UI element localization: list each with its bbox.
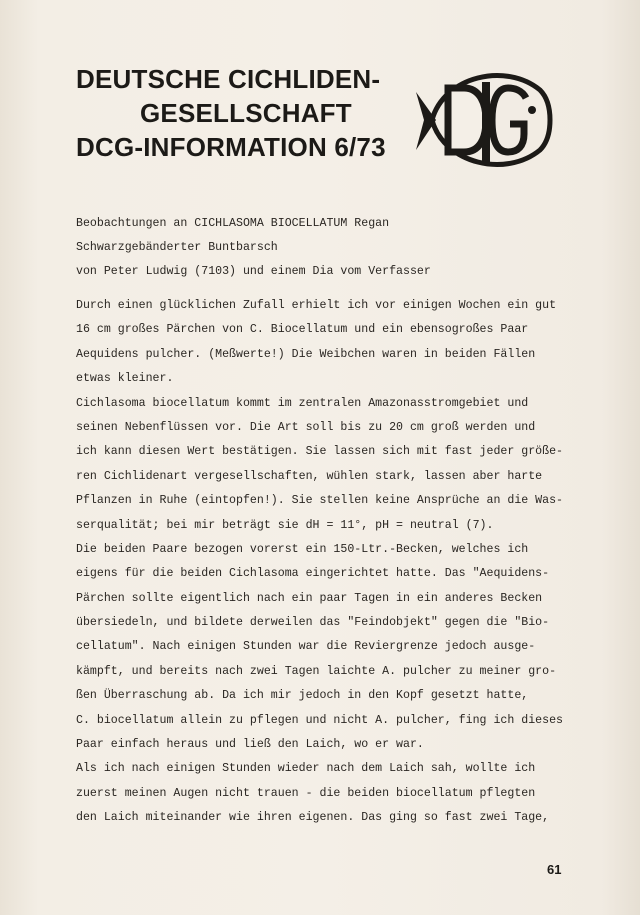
body-line: etwas kleiner.: [76, 372, 174, 386]
article-body: [76, 294, 566, 831]
body-line: Aequidens pulcher. (Meßwerte!) Die Weibchen waren in beiden Fällen: [76, 347, 536, 361]
page-number: 61: [547, 862, 562, 877]
article-intro: [76, 212, 566, 284]
masthead: [76, 62, 416, 164]
body-line: eigens für die beiden Cichlasoma eingerichtet hatte. Das "Aequidens-: [76, 567, 550, 581]
body-line: Pärchen sollte eigentlich nach ein paar Tagen in ein anderes Becken: [76, 591, 543, 605]
body-line: Pflanzen in Ruhe (eintopfen!). Sie stellen keine Ansprüche an die Was-: [76, 494, 564, 508]
masthead-line-2: GESELLSCHAFT: [140, 98, 352, 128]
body-line: Als ich nach einigen Stunden wieder nach dem Laich sah, wollte ich: [76, 762, 536, 776]
body-line: Die beiden Paare bezogen vorerst ein 150-Ltr.-Becken, welches ich: [76, 542, 529, 556]
body-line: C. biocellatum allein zu pflegen und nicht A. pulcher, fing ich dieses: [76, 713, 564, 727]
intro-line: Beobachtungen an CICHLASOMA BIOCELLATUM Regan: [76, 217, 390, 230]
body-line: ich kann diesen Wert bestätigen. Sie lassen sich mit fast jeder größe-: [76, 445, 564, 459]
body-line: Cichlasoma biocellatum kommt im zentralen Amazonasstromgebiet und: [76, 396, 529, 410]
body-line: ren Cichlidenart vergesellschaften, wühlen stark, lassen aber harte: [76, 469, 543, 483]
body-line: zuerst meinen Augen nicht trauen - die beiden biocellatum pflegten: [76, 786, 536, 800]
body-line: den Laich miteinander wie ihren eigenen. Das ging so fast zwei Tage,: [76, 811, 550, 825]
fish-logo-icon: [414, 58, 554, 182]
body-line: Durch einen glücklichen Zufall erhielt ich vor einigen Wochen ein gut: [76, 299, 557, 312]
body-line: kämpft, und bereits nach zwei Tagen laichte A. pulcher zu meiner gro-: [76, 664, 557, 678]
body-line: ßen Überraschung ab. Da ich mir jedoch in den Kopf gesetzt hatte,: [76, 689, 529, 703]
body-line: seinen Nebenflüssen vor. Die Art soll bis zu 20 cm groß werden und: [76, 420, 536, 434]
body-line: Paar einfach heraus und ließ den Laich, wo er war.: [76, 738, 424, 752]
body-line: cellatum". Nach einigen Stunden war die Reviergrenze jedoch ausge-: [76, 640, 536, 654]
intro-line: von Peter Ludwig (7103) und einem Dia vom Verfasser: [76, 265, 431, 278]
body-line: übersiedeln, und bildete derweilen das "Feindobjekt" gegen die "Bio-: [76, 616, 550, 630]
masthead-line-1: DEUTSCHE CICHLIDEN-: [76, 64, 381, 94]
article: [76, 212, 566, 831]
body-line: serqualität; bei mir beträgt sie dH = 11°, pH = neutral (7).: [76, 518, 494, 532]
masthead-line-3: DCG-INFORMATION 6/73: [76, 132, 386, 162]
intro-line: Schwarzgebänderter Buntbarsch: [76, 241, 278, 254]
body-line: 16 cm großes Pärchen von C. Biocellatum und ein ebensogroßes Paar: [76, 323, 529, 337]
